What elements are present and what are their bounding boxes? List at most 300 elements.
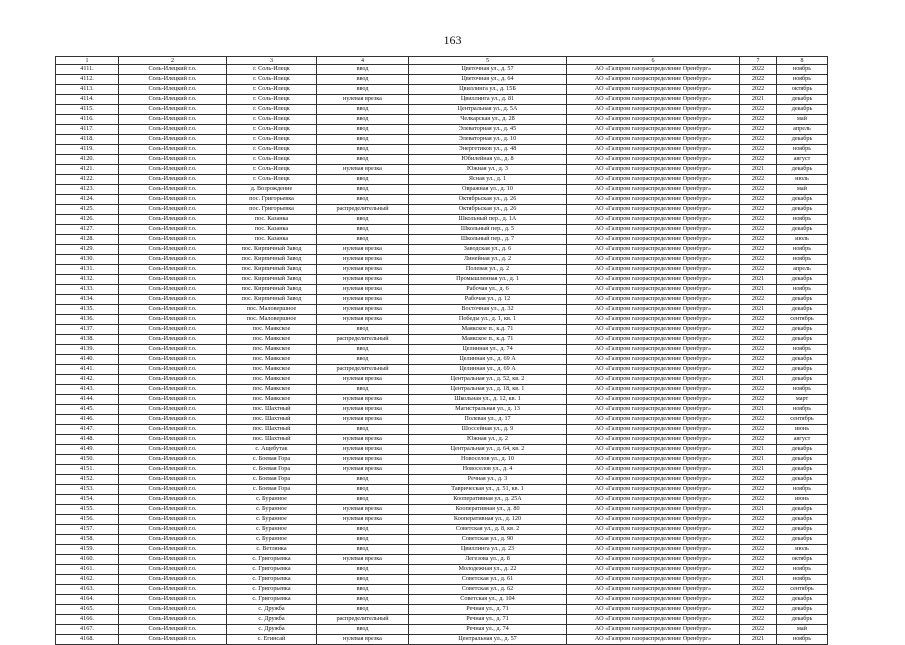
year-cell: 2021 (740, 455, 777, 465)
year-cell: 2022 (740, 535, 777, 545)
organization-cell: АО «Газпром газораспределение Оренбург» (567, 65, 740, 75)
district-cell: Соль-Илецкий г.о. (119, 275, 227, 285)
organization-cell: АО «Газпром газораспределение Оренбург» (567, 295, 740, 305)
row-number-cell: 4121. (56, 165, 119, 175)
month-cell: ноябрь (777, 385, 828, 395)
row-number-cell: 4126. (56, 215, 119, 225)
work-type-cell: ввод (317, 545, 409, 555)
organization-cell: АО «Газпром газораспределение Оренбург» (567, 105, 740, 115)
year-cell: 2022 (740, 475, 777, 485)
district-cell: Соль-Илецкий г.о. (119, 615, 227, 625)
settlement-cell: с. Буранное (227, 495, 317, 505)
month-cell: декабрь (777, 505, 828, 515)
month-cell: ноябрь (777, 485, 828, 495)
organization-cell: АО «Газпром газораспределение Оренбург» (567, 225, 740, 235)
column-number: 4 (317, 57, 409, 65)
address-cell: Цветочная ул., д. 64 (409, 75, 567, 85)
year-cell: 2022 (740, 425, 777, 435)
table-row (56, 425, 828, 435)
settlement-cell: пос. Шахтный (227, 425, 317, 435)
row-number-cell: 4138. (56, 335, 119, 345)
row-number-cell: 4124. (56, 195, 119, 205)
month-cell: декабрь (777, 325, 828, 335)
district-cell: Соль-Илецкий г.о. (119, 265, 227, 275)
organization-cell: АО «Газпром газораспределение Оренбург» (567, 595, 740, 605)
work-type-cell: нулевая врезка (317, 635, 409, 645)
address-cell: Энергетиков ул., д. 48 (409, 145, 567, 155)
year-cell: 2022 (740, 435, 777, 445)
table-row (56, 525, 828, 535)
address-cell: Элеваторная ул., д. 10 (409, 135, 567, 145)
work-type-cell: ввод (317, 585, 409, 595)
month-cell: декабрь (777, 95, 828, 105)
table-row (56, 445, 828, 455)
address-cell: Центральная ул., д. 18, кв. 1 (409, 385, 567, 395)
year-cell: 2022 (740, 605, 777, 615)
month-cell: ноябрь (777, 285, 828, 295)
organization-cell: АО «Газпром газораспределение Оренбург» (567, 125, 740, 135)
organization-cell: АО «Газпром газораспределение Оренбург» (567, 615, 740, 625)
organization-cell: АО «Газпром газораспределение Оренбург» (567, 235, 740, 245)
district-cell: Соль-Илецкий г.о. (119, 195, 227, 205)
organization-cell: АО «Газпром газораспределение Оренбург» (567, 395, 740, 405)
district-cell: Соль-Илецкий г.о. (119, 305, 227, 315)
month-cell: ноябрь (777, 215, 828, 225)
year-cell: 2022 (740, 195, 777, 205)
organization-cell: АО «Газпром газораспределение Оренбург» (567, 365, 740, 375)
table-row (56, 85, 828, 95)
month-cell: декабрь (777, 445, 828, 455)
organization-cell: АО «Газпром газораспределение Оренбург» (567, 175, 740, 185)
work-type-cell: ввод (317, 85, 409, 95)
address-cell: Центральная ул., д. 64, кв. 2 (409, 445, 567, 455)
district-cell: Соль-Илецкий г.о. (119, 395, 227, 405)
district-cell: Соль-Илецкий г.о. (119, 625, 227, 635)
settlement-cell: пос. Маякское (227, 325, 317, 335)
settlement-cell: с. Григорьевка (227, 585, 317, 595)
organization-cell: АО «Газпром газораспределение Оренбург» (567, 545, 740, 555)
address-cell: Октябрьская ул., д. 26 (409, 205, 567, 215)
work-type-cell: ввод (317, 385, 409, 395)
address-cell: Тавричеcкая ул., д. 51, кв. 1 (409, 485, 567, 495)
settlement-cell: г. Соль-Илецк (227, 135, 317, 145)
district-cell: Соль-Илецкий г.о. (119, 295, 227, 305)
work-type-cell: нулевая врезка (317, 245, 409, 255)
row-number-cell: 4152. (56, 475, 119, 485)
table-row (56, 595, 828, 605)
district-cell: Соль-Илецкий г.о. (119, 385, 227, 395)
settlement-cell: г. Соль-Илецк (227, 65, 317, 75)
address-cell: Челкарская ул., д. 28 (409, 115, 567, 125)
address-cell: Цвиллинга ул., д. 15Б (409, 85, 567, 95)
table-row (56, 495, 828, 505)
month-cell: ноябрь (777, 345, 828, 355)
organization-cell: АО «Газпром газораспределение Оренбург» (567, 405, 740, 415)
settlement-cell: с. Буранное (227, 525, 317, 535)
work-type-cell: ввод (317, 65, 409, 75)
district-cell: Соль-Илецкий г.о. (119, 225, 227, 235)
work-type-cell: ввод (317, 225, 409, 235)
table-row (56, 305, 828, 315)
column-number: 2 (119, 57, 227, 65)
district-cell: Соль-Илецкий г.о. (119, 465, 227, 475)
address-cell: Целинная ул., д. 69 А (409, 365, 567, 375)
address-cell: Маякское п., к.д. 71 (409, 335, 567, 345)
address-cell: Ясная ул., д. 1 (409, 175, 567, 185)
month-cell: ноябрь (777, 635, 828, 645)
row-number-cell: 4148. (56, 435, 119, 445)
settlement-cell: г. Соль-Илецк (227, 125, 317, 135)
organization-cell: АО «Газпром газораспределение Оренбург» (567, 515, 740, 525)
organization-cell: АО «Газпром газораспределение Оренбург» (567, 485, 740, 495)
table-row (56, 175, 828, 185)
organization-cell: АО «Газпром газораспределение Оренбург» (567, 185, 740, 195)
month-cell: декабрь (777, 195, 828, 205)
year-cell: 2022 (740, 415, 777, 425)
month-cell: сентябрь (777, 585, 828, 595)
year-cell: 2022 (740, 125, 777, 135)
month-cell: ноябрь (777, 65, 828, 75)
column-number: 8 (777, 57, 828, 65)
organization-cell: АО «Газпром газораспределение Оренбург» (567, 575, 740, 585)
settlement-cell: г. Соль-Илецк (227, 85, 317, 95)
table-row (56, 165, 828, 175)
address-cell: Советская ул., д. 104 (409, 595, 567, 605)
work-type-cell: ввод (317, 135, 409, 145)
settlement-cell: с. Боевая Гора (227, 475, 317, 485)
district-cell: Соль-Илецкий г.о. (119, 165, 227, 175)
table-body (56, 65, 828, 645)
month-cell: декабрь (777, 475, 828, 485)
month-cell: июль (777, 545, 828, 555)
organization-cell: АО «Газпром газораспределение Оренбург» (567, 335, 740, 345)
row-number-cell: 4168. (56, 635, 119, 645)
year-cell: 2021 (740, 285, 777, 295)
address-cell: Речная ул., д. 74 (409, 625, 567, 635)
year-cell: 2022 (740, 545, 777, 555)
year-cell: 2021 (740, 95, 777, 105)
settlement-cell: д. Возрождение (227, 185, 317, 195)
row-number-cell: 4119. (56, 145, 119, 155)
gas-connection-register-table (55, 56, 828, 645)
month-cell: март (777, 395, 828, 405)
settlement-cell: г. Соль-Илецк (227, 175, 317, 185)
row-number-cell: 4143. (56, 385, 119, 395)
row-number-cell: 4136. (56, 315, 119, 325)
table-row (56, 75, 828, 85)
work-type-cell: нулевая врезка (317, 95, 409, 105)
row-number-cell: 4116. (56, 115, 119, 125)
table-row (56, 555, 828, 565)
work-type-cell: ввод (317, 475, 409, 485)
address-cell: Центральная ул., д. 57 (409, 635, 567, 645)
month-cell: декабрь (777, 225, 828, 235)
month-cell: август (777, 435, 828, 445)
table-row (56, 415, 828, 425)
row-number-cell: 4131. (56, 265, 119, 275)
settlement-cell: с. Боевая Гора (227, 465, 317, 475)
district-cell: Соль-Илецкий г.о. (119, 215, 227, 225)
address-cell: Полевая ул., д. 17 (409, 415, 567, 425)
table-row (56, 115, 828, 125)
year-cell: 2022 (740, 385, 777, 395)
address-cell: Школьный пер., д. 7 (409, 235, 567, 245)
settlement-cell: г. Соль-Илецк (227, 155, 317, 165)
table-row (56, 265, 828, 275)
address-cell: Целинная ул., д. 69 А (409, 355, 567, 365)
table-row (56, 275, 828, 285)
settlement-cell: с. Григорьевка (227, 575, 317, 585)
organization-cell: АО «Газпром газораспределение Оренбург» (567, 345, 740, 355)
organization-cell: АО «Газпром газораспределение Оренбург» (567, 375, 740, 385)
table-row (56, 355, 828, 365)
table-row (56, 475, 828, 485)
settlement-cell: с. Дружба (227, 615, 317, 625)
organization-cell: АО «Газпром газораспределение Оренбург» (567, 525, 740, 535)
district-cell: Соль-Илецкий г.о. (119, 435, 227, 445)
row-number-cell: 4156. (56, 515, 119, 525)
district-cell: Соль-Илецкий г.о. (119, 235, 227, 245)
address-cell: Заводская ул., д. 6 (409, 245, 567, 255)
year-cell: 2022 (740, 335, 777, 345)
district-cell: Соль-Илецкий г.о. (119, 605, 227, 615)
year-cell: 2021 (740, 165, 777, 175)
row-number-cell: 4129. (56, 245, 119, 255)
settlement-cell: г. Соль-Илецк (227, 105, 317, 115)
organization-cell: АО «Газпром газораспределение Оренбург» (567, 95, 740, 105)
year-cell: 2021 (740, 405, 777, 415)
row-number-cell: 4132. (56, 275, 119, 285)
table-row (56, 625, 828, 635)
district-cell: Соль-Илецкий г.о. (119, 105, 227, 115)
column-number: 5 (409, 57, 567, 65)
address-cell: Рабочая ул., д. 12 (409, 295, 567, 305)
row-number-cell: 4133. (56, 285, 119, 295)
year-cell: 2022 (740, 105, 777, 115)
row-number-cell: 4155. (56, 505, 119, 515)
month-cell: декабрь (777, 595, 828, 605)
row-number-cell: 4128. (56, 235, 119, 245)
row-number-cell: 4150. (56, 455, 119, 465)
work-type-cell: нулевая врезка (317, 505, 409, 515)
settlement-cell: с. Дружба (227, 605, 317, 615)
district-cell: Соль-Илецкий г.о. (119, 475, 227, 485)
work-type-cell: нулевая врезка (317, 255, 409, 265)
address-cell: Легезова ул., д. 8 (409, 555, 567, 565)
address-cell: Шоссейная ул., д. 9 (409, 425, 567, 435)
settlement-cell: с. Боевая Гора (227, 485, 317, 495)
organization-cell: АО «Газпром газораспределение Оренбург» (567, 285, 740, 295)
work-type-cell: ввод (317, 575, 409, 585)
year-cell: 2022 (740, 515, 777, 525)
row-number-cell: 4146. (56, 415, 119, 425)
row-number-cell: 4153. (56, 485, 119, 495)
month-cell: декабрь (777, 515, 828, 525)
table-row (56, 155, 828, 165)
month-cell: декабрь (777, 355, 828, 365)
settlement-cell: пос. Кирпичный Завод (227, 295, 317, 305)
district-cell: Соль-Илецкий г.о. (119, 135, 227, 145)
work-type-cell: ввод (317, 345, 409, 355)
work-type-cell: ввод (317, 355, 409, 365)
month-cell: декабрь (777, 135, 828, 145)
month-cell: декабрь (777, 275, 828, 285)
work-type-cell: нулевая врезка (317, 555, 409, 565)
settlement-cell: г. Соль-Илецк (227, 75, 317, 85)
table-row (56, 315, 828, 325)
organization-cell: АО «Газпром газораспределение Оренбург» (567, 275, 740, 285)
year-cell: 2022 (740, 485, 777, 495)
year-cell: 2021 (740, 375, 777, 385)
month-cell: ноябрь (777, 245, 828, 255)
work-type-cell: нулевая врезка (317, 285, 409, 295)
address-cell: Центральная ул., д. 52, кв. 2 (409, 375, 567, 385)
district-cell: Соль-Илецкий г.о. (119, 405, 227, 415)
year-cell: 2022 (740, 615, 777, 625)
table-row (56, 535, 828, 545)
district-cell: Соль-Илецкий г.о. (119, 535, 227, 545)
work-type-cell: ввод (317, 145, 409, 155)
month-cell: август (777, 155, 828, 165)
organization-cell: АО «Газпром газораспределение Оренбург» (567, 215, 740, 225)
table-row (56, 455, 828, 465)
work-type-cell: ввод (317, 325, 409, 335)
organization-cell: АО «Газпром газораспределение Оренбург» (567, 555, 740, 565)
page-number: 163 (443, 33, 462, 47)
settlement-cell: г. Соль-Илецк (227, 95, 317, 105)
work-type-cell: нулевая врезка (317, 315, 409, 325)
address-cell: Советская ул., д. 62 (409, 585, 567, 595)
address-cell: Восточная ул., д. 32 (409, 305, 567, 315)
work-type-cell: нулевая врезка (317, 295, 409, 305)
work-type-cell: ввод (317, 105, 409, 115)
year-cell: 2022 (740, 145, 777, 155)
district-cell: Соль-Илецкий г.о. (119, 525, 227, 535)
month-cell: декабрь (777, 365, 828, 375)
district-cell: Соль-Илецкий г.о. (119, 545, 227, 555)
settlement-cell: пос. Маловершное (227, 315, 317, 325)
settlement-cell: пос. Казанка (227, 215, 317, 225)
work-type-cell: ввод (317, 495, 409, 505)
address-cell: Новоселов ул., д. 10 (409, 455, 567, 465)
work-type-cell: нулевая врезка (317, 445, 409, 455)
work-type-cell: распределительный (317, 615, 409, 625)
year-cell: 2022 (740, 565, 777, 575)
organization-cell: АО «Газпром газораспределение Оренбург» (567, 585, 740, 595)
address-cell: Речная ул., д. 71 (409, 605, 567, 615)
district-cell: Соль-Илецкий г.о. (119, 285, 227, 295)
settlement-cell: пос. Маякское (227, 345, 317, 355)
year-cell: 2021 (740, 275, 777, 285)
address-cell: Победы ул., д. 1, кв. 1 (409, 315, 567, 325)
address-cell: Рабочая ул., д. 6 (409, 285, 567, 295)
month-cell: сентябрь (777, 415, 828, 425)
district-cell: Соль-Илецкий г.о. (119, 505, 227, 515)
organization-cell: АО «Газпром газораспределение Оренбург» (567, 145, 740, 155)
row-number-cell: 4165. (56, 605, 119, 615)
address-cell: Центральная ул., д. 5А (409, 105, 567, 115)
work-type-cell: ввод (317, 425, 409, 435)
month-cell: ноябрь (777, 255, 828, 265)
row-number-cell: 4167. (56, 625, 119, 635)
settlement-cell: пос. Шахтный (227, 435, 317, 445)
settlement-cell: с. Григорьевка (227, 595, 317, 605)
year-cell: 2022 (740, 75, 777, 85)
month-cell: ноябрь (777, 405, 828, 415)
work-type-cell: ввод (317, 75, 409, 85)
work-type-cell: нулевая врезка (317, 275, 409, 285)
month-cell: ноябрь (777, 575, 828, 585)
table-row (56, 385, 828, 395)
column-number: 7 (740, 57, 777, 65)
year-cell: 2022 (740, 595, 777, 605)
row-number-cell: 4117. (56, 125, 119, 135)
district-cell: Соль-Илецкий г.о. (119, 325, 227, 335)
row-number-cell: 4134. (56, 295, 119, 305)
district-cell: Соль-Илецкий г.о. (119, 205, 227, 215)
district-cell: Соль-Илецкий г.о. (119, 595, 227, 605)
row-number-cell: 4154. (56, 495, 119, 505)
address-cell: Новоселов ул., д. 4 (409, 465, 567, 475)
district-cell: Соль-Илецкий г.о. (119, 345, 227, 355)
address-cell: Школьная ул., д. 12, кв. 1 (409, 395, 567, 405)
row-number-cell: 4144. (56, 395, 119, 405)
settlement-cell: пос. Григорьевка (227, 195, 317, 205)
district-cell: Соль-Илецкий г.о. (119, 585, 227, 595)
year-cell: 2021 (740, 465, 777, 475)
month-cell: октябрь (777, 85, 828, 95)
address-cell: Магистральная ул., д. 13 (409, 405, 567, 415)
address-cell: Речная ул., д. 3 (409, 475, 567, 485)
year-cell: 2022 (740, 175, 777, 185)
month-cell: июль (777, 175, 828, 185)
row-number-cell: 4135. (56, 305, 119, 315)
address-cell: Кооперативная ул., д. 25А (409, 495, 567, 505)
work-type-cell: ввод (317, 625, 409, 635)
month-cell: декабрь (777, 525, 828, 535)
settlement-cell: пос. Казанка (227, 225, 317, 235)
table-row (56, 285, 828, 295)
table-row (56, 125, 828, 135)
year-cell: 2022 (740, 65, 777, 75)
settlement-cell: с. Дружба (227, 625, 317, 635)
settlement-cell: пос. Маякское (227, 385, 317, 395)
work-type-cell: нулевая врезка (317, 515, 409, 525)
district-cell: Соль-Илецкий г.о. (119, 75, 227, 85)
year-cell: 2022 (740, 235, 777, 245)
district-cell: Соль-Илецкий г.о. (119, 565, 227, 575)
district-cell: Соль-Илецкий г.о. (119, 175, 227, 185)
work-type-cell: ввод (317, 215, 409, 225)
year-cell: 2022 (740, 355, 777, 365)
organization-cell: АО «Газпром газораспределение Оренбург» (567, 535, 740, 545)
row-number-cell: 4127. (56, 225, 119, 235)
address-cell: Школьный пер., д. 1А (409, 215, 567, 225)
table-row (56, 185, 828, 195)
district-cell: Соль-Илецкий г.о. (119, 575, 227, 585)
table-row (56, 235, 828, 245)
organization-cell: АО «Газпром газораспределение Оренбург» (567, 115, 740, 125)
address-cell: Цвиллинга ул., д. 23 (409, 545, 567, 555)
work-type-cell: ввод (317, 195, 409, 205)
row-number-cell: 4145. (56, 405, 119, 415)
district-cell: Соль-Илецкий г.о. (119, 315, 227, 325)
row-number-cell: 4158. (56, 535, 119, 545)
row-number-cell: 4112. (56, 75, 119, 85)
work-type-cell: распределительный (317, 335, 409, 345)
address-cell: Юбилейная ул., д. 8 (409, 155, 567, 165)
organization-cell: АО «Газпром газораспределение Оренбург» (567, 605, 740, 615)
